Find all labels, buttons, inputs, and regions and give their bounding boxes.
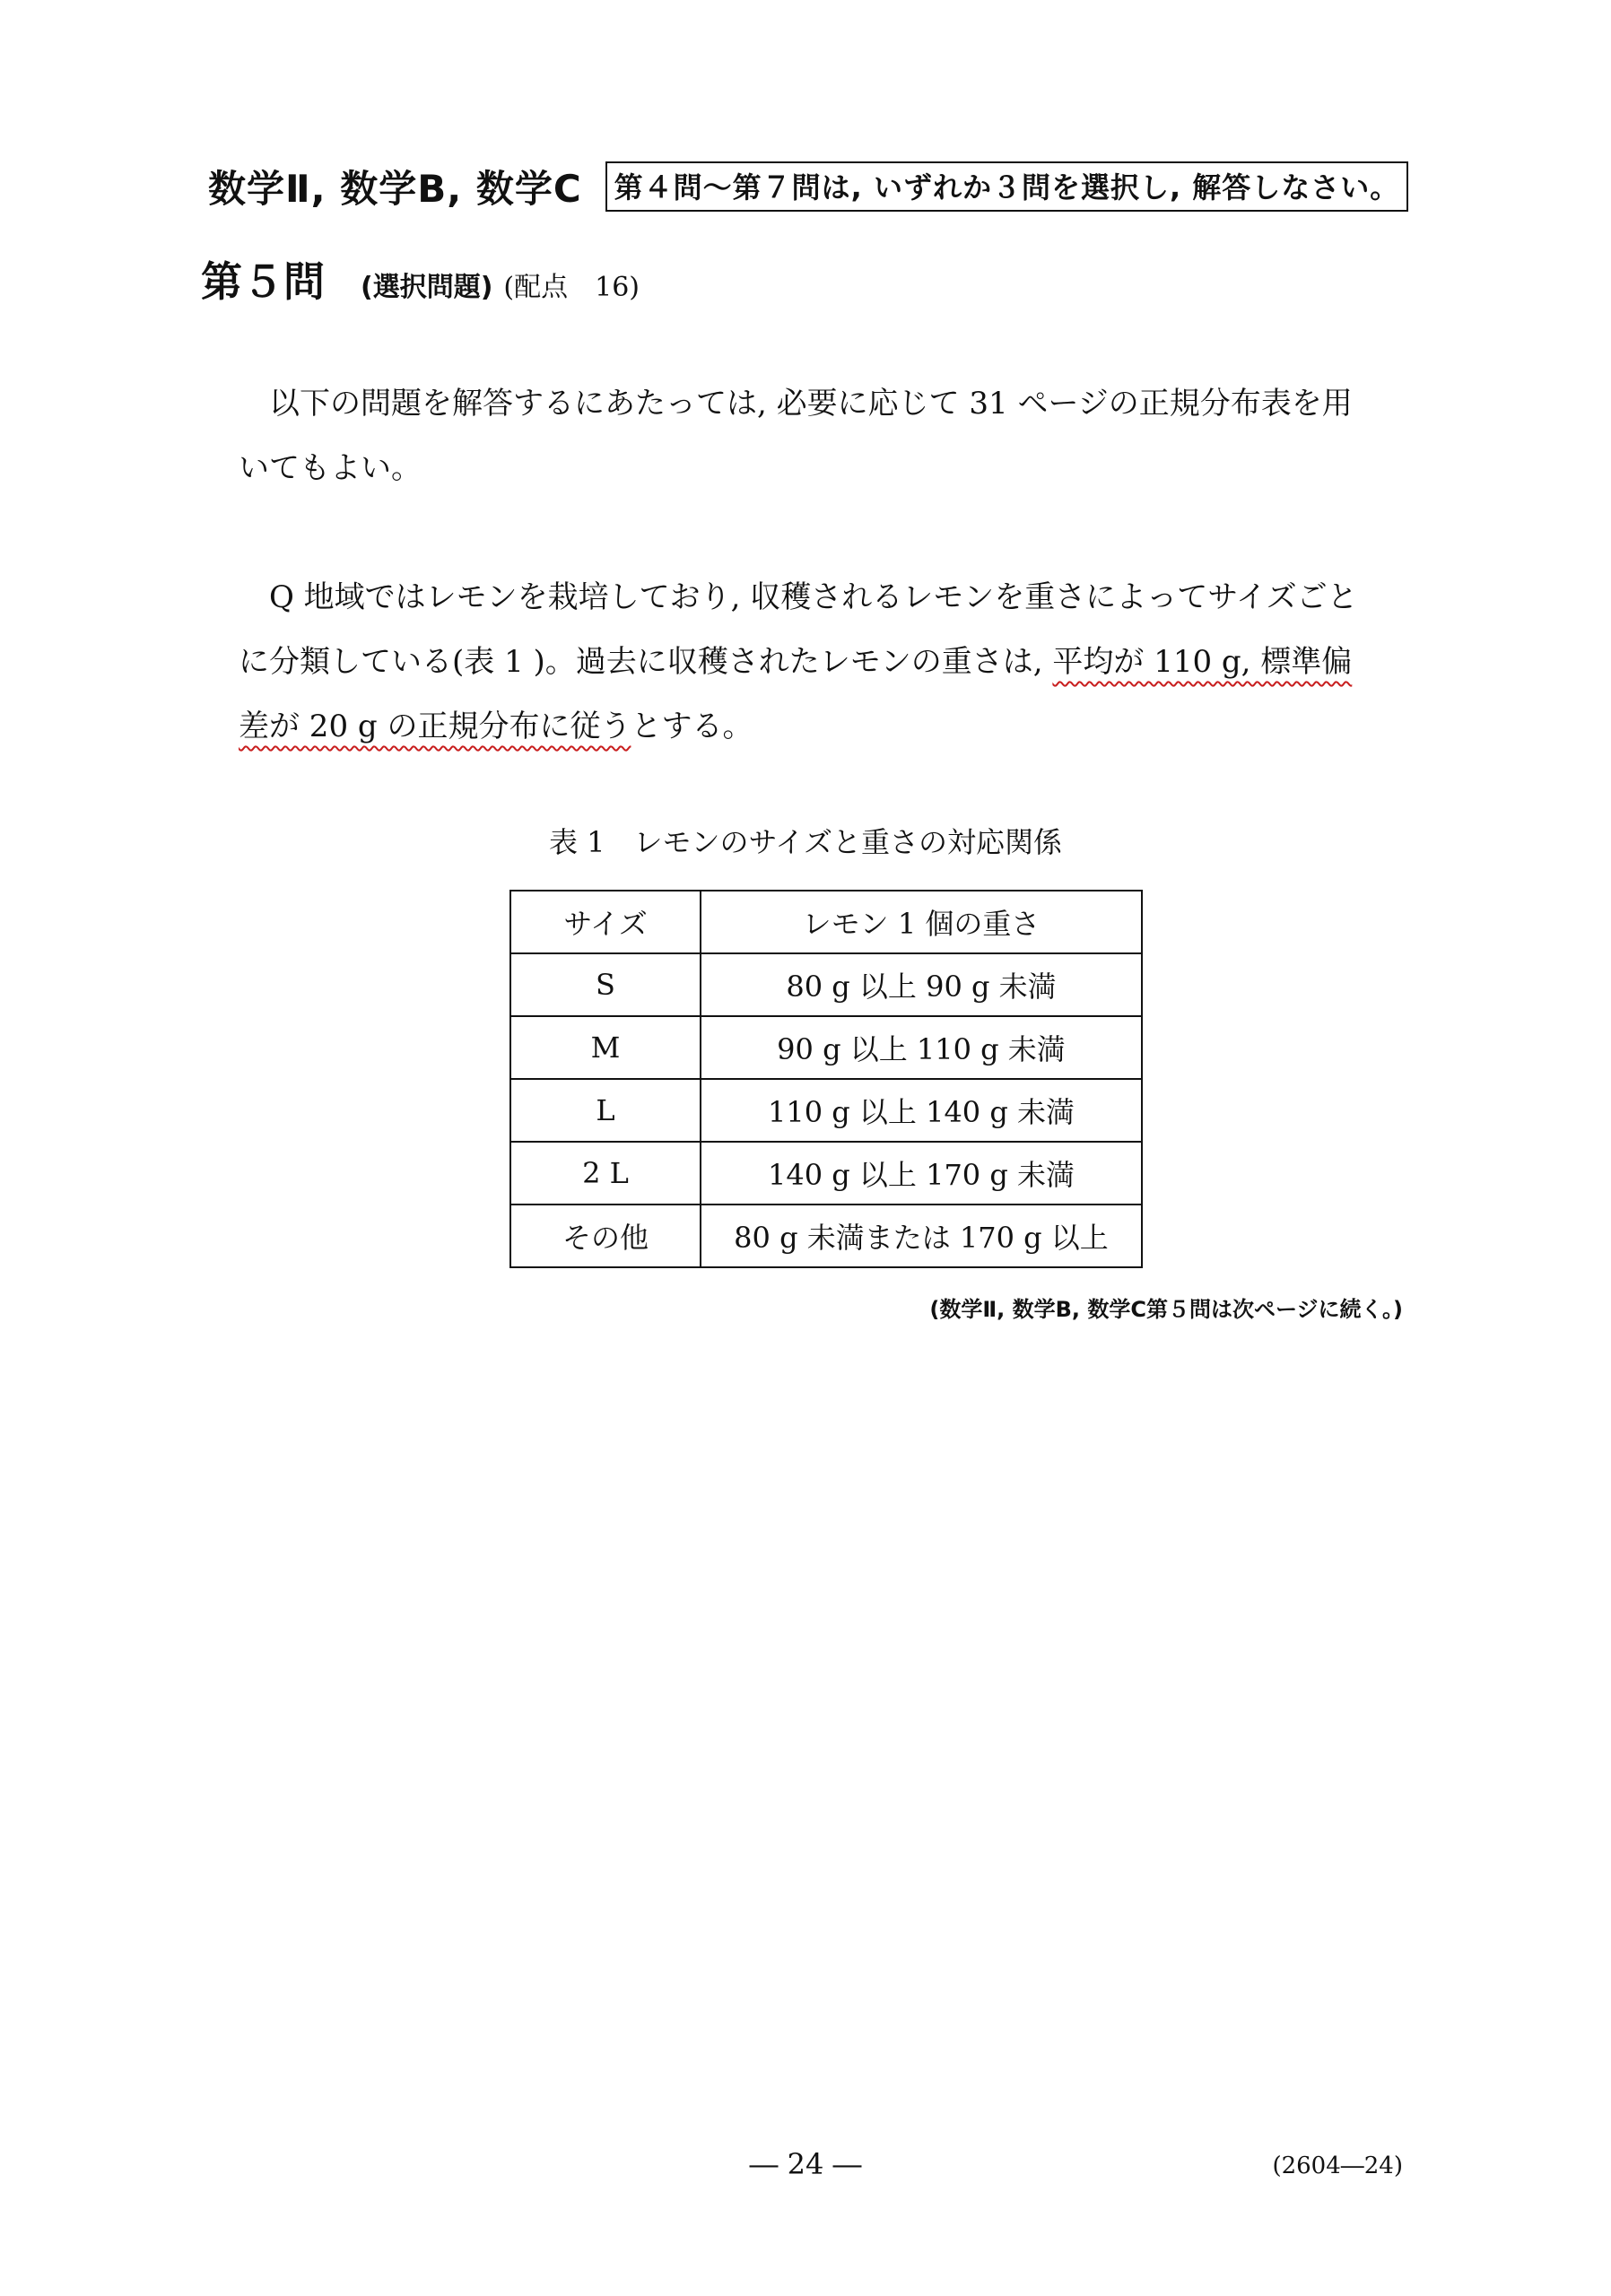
weight-cell: 80 g 未満または 170 g 以上 (701, 1205, 1142, 1267)
table-header-row (510, 891, 1142, 953)
table-header-size: サイズ (510, 891, 701, 953)
page-code: (2604―24) (1272, 2152, 1403, 2179)
table-caption: 表 1 レモンのサイズと重さの対応関係 (549, 825, 1062, 859)
intro-line-2: いてもよい。 (239, 450, 422, 486)
question-heading (201, 249, 640, 309)
continue-note: (数学Ⅱ, 数学B, 数学C第５問は次ページに続く。) (929, 1297, 1403, 1322)
weight-cell: 80 g 以上 90 g 未満 (701, 953, 1142, 1016)
table-header-weight: レモン 1 個の重さ (701, 891, 1142, 953)
highlighted-distribution-text-1: 平均が 110 g, 標準偏 (1052, 644, 1353, 680)
weight-cell: 90 g 以上 110 g 未満 (701, 1016, 1142, 1079)
size-cell: 2 L (510, 1142, 701, 1205)
problem-paragraph (239, 565, 1423, 759)
subject-title: 数学Ⅱ, 数学B, 数学C (208, 167, 582, 211)
question-points: (配点 16) (503, 272, 640, 303)
size-cell: L (510, 1079, 701, 1142)
highlighted-distribution-text-2: 差が 20 g の正規分布に従う (239, 709, 631, 744)
table-row (510, 1205, 1142, 1267)
size-cell: その他 (510, 1205, 701, 1267)
subject-header (208, 160, 1408, 213)
problem-line-3 (239, 694, 1423, 759)
page-number: ― 24 ― (749, 2147, 862, 2181)
question-number: 第５問 (201, 257, 325, 306)
size-cell: M (510, 1016, 701, 1079)
table-row (510, 1079, 1142, 1142)
weight-cell: 110 g 以上 140 g 未満 (701, 1079, 1142, 1142)
problem-line-1: Q 地域ではレモンを栽培しており, 収穫されるレモンを重さによってサイズごと (269, 579, 1358, 615)
weight-cell: 140 g 以上 170 g 未満 (701, 1142, 1142, 1205)
lemon-size-table (509, 890, 1143, 1268)
table-row (510, 953, 1142, 1016)
question-type: (選択問題) (361, 272, 493, 303)
problem-line-3-text: とする。 (631, 709, 753, 744)
table-row (510, 1016, 1142, 1079)
intro-paragraph (239, 371, 1423, 500)
problem-line-2 (239, 630, 1423, 694)
intro-line-1: 以下の問題を解答するにあたっては, 必要に応じて 31 ページの正規分布表を用 (269, 386, 1353, 422)
table-row (510, 1142, 1142, 1205)
selection-instruction-box: 第４問～第７問は, いずれか３問を選択し, 解答しなさい。 (605, 161, 1409, 212)
problem-line-2-text: に分類している(表 1 )。過去に収穫されたレモンの重さは, (239, 644, 1053, 680)
size-cell: S (510, 953, 701, 1016)
